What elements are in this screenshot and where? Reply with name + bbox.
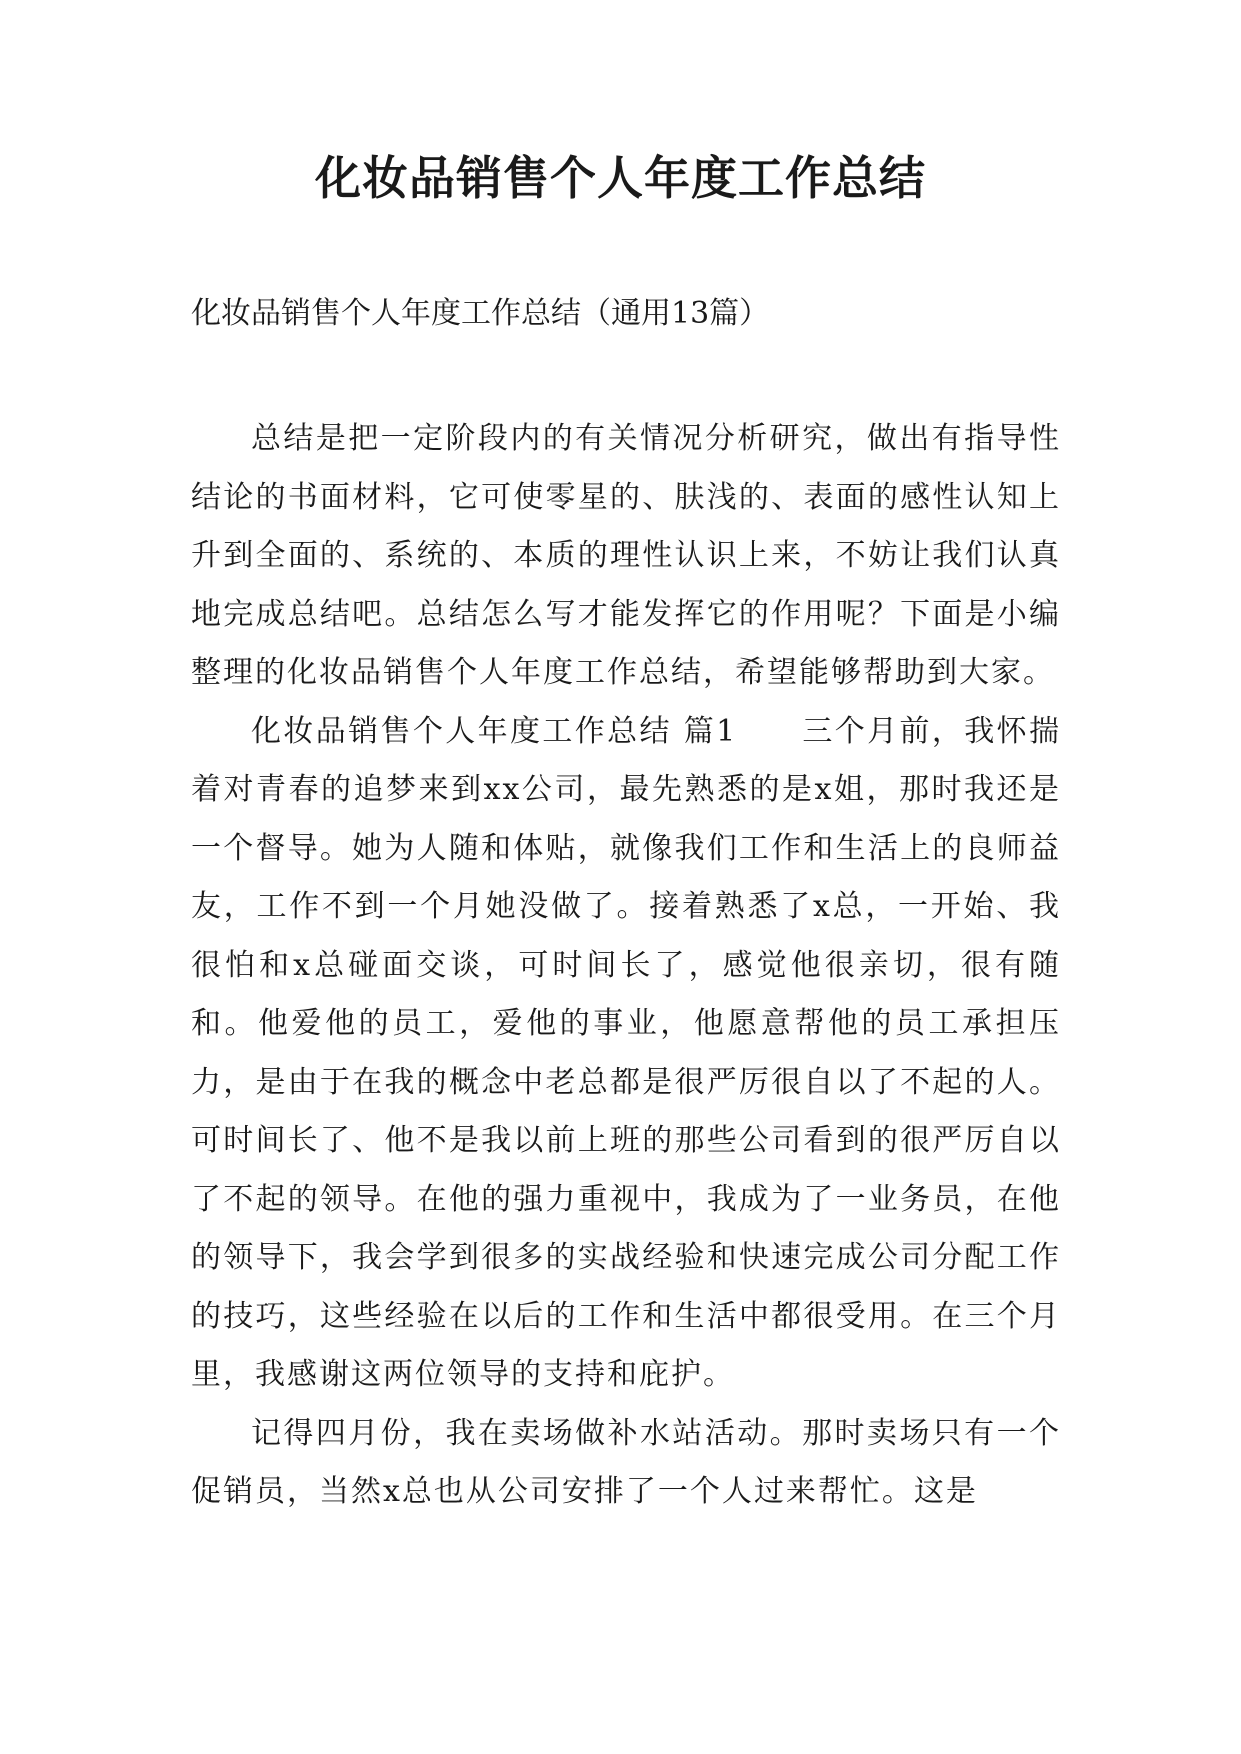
document-body [191, 410, 1061, 1522]
paragraph-section-1: 化妆品销售个人年度工作总结 篇1 三个月前，我怀揣着对青春的追梦来到xx公司，最先熟悉的是x姐，那时我还是一个督导。她为人随和体贴，就像我们工作和生活上的良师益友，工作不到一个月她没做了。接着熟悉了x总，一开始、我很怕和x总碰面交谈，可时间长了，感觉他很亲切，很有随和。他爱他的员工，爱他的事业，他愿意帮他的员工承担压力，是由于在我的概念中老总都是很严厉很自以了不起的人。可时间长了、他不是我以前上班的那些公司看到的很严厉自以了不起的领导。在他的强力重视中，我成为了一业务员，在他的领导下，我会学到很多的实战经验和快速完成公司分配工作的技巧，这些经验在以后的工作和生活中都很受用。在三个月里，我感谢这两位领导的支持和庇护。 [191, 713, 1061, 1392]
paragraph-intro: 总结是把一定阶段内的有关情况分析研究，做出有指导性结论的书面材料，它可使零星的、肤浅的、表面的感性认知上升到全面的、系统的、本质的理性认识上来，不妨让我们认真地完成总结吧。总结怎么写才能发挥它的作用呢？下面是小编整理的化妆品销售个人年度工作总结，希望能够帮助到大家。 [191, 421, 1061, 690]
document-subtitle: 化妆品销售个人年度工作总结（通用13篇） [191, 296, 770, 331]
document-title: 化妆品销售个人年度工作总结 [315, 151, 926, 205]
paragraph-april: 记得四月份，我在卖场做补水站活动。那时卖场只有一个促销员，当然x总也从公司安排了一个人过来帮忙。这是 [191, 1415, 1061, 1509]
